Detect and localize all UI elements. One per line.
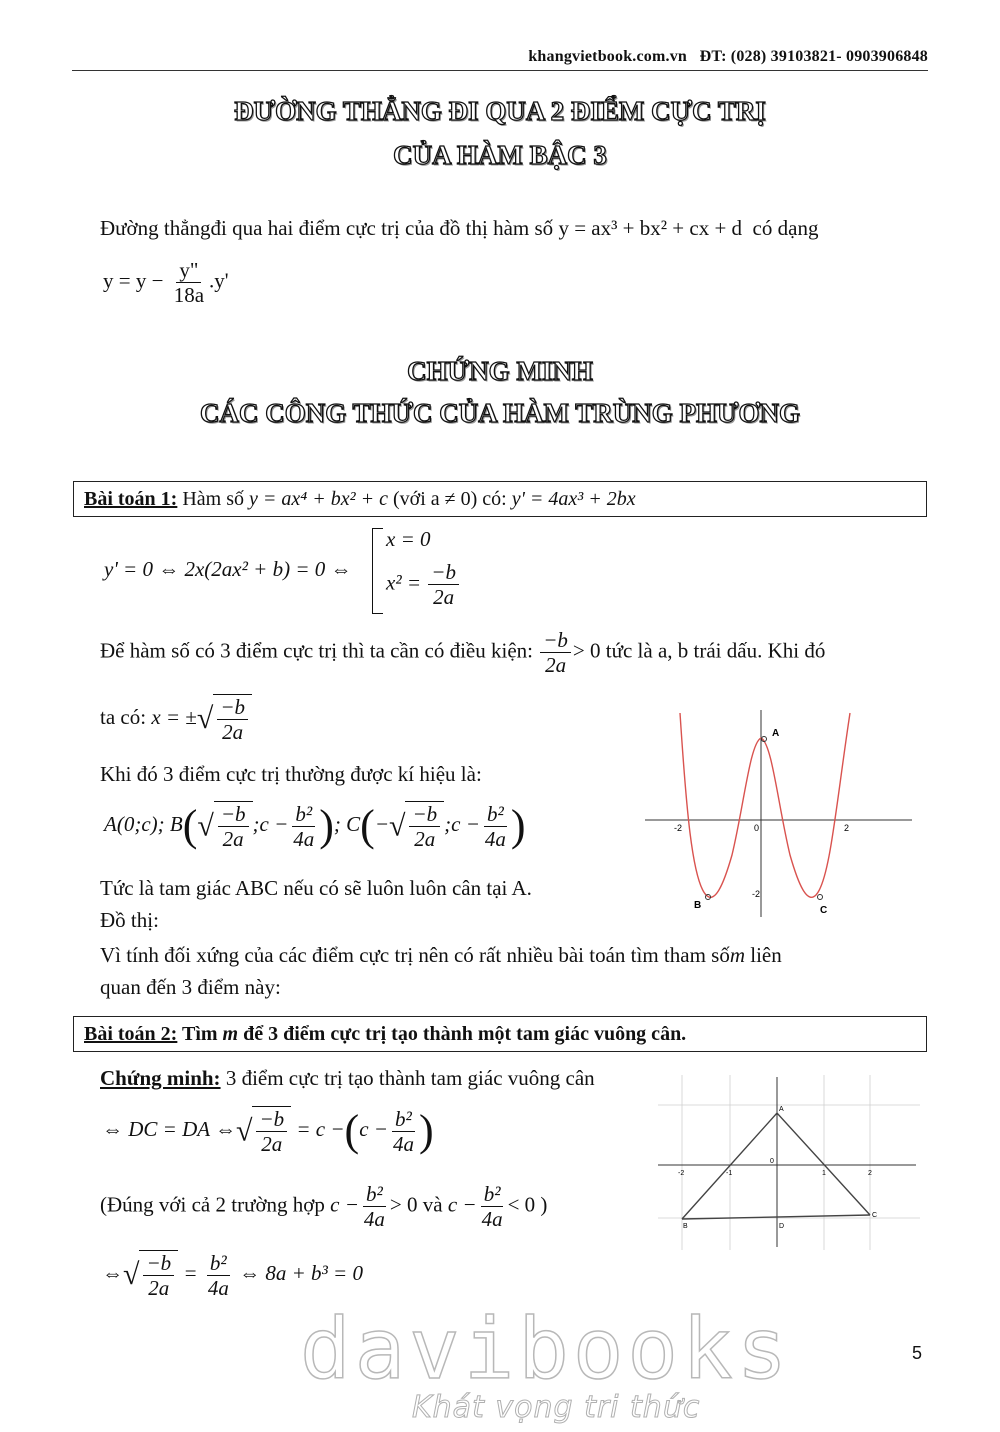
isosceles-text: Tức là tam giác ABC nếu có sẽ luôn luôn cân tại A. [100, 876, 532, 900]
eq1-den: 2a [261, 1132, 283, 1157]
graph2-tick-neg1: -1 [726, 1170, 733, 1177]
graph2-label-a: A [779, 1106, 784, 1113]
eq2-b2: b² [207, 1251, 230, 1276]
line-formula [103, 258, 229, 307]
pb-den: 2a [222, 827, 244, 852]
eq2-4a: 4a [207, 1275, 229, 1300]
root-den: 2a [222, 720, 244, 745]
pc-b2: b² [484, 802, 507, 827]
section1-title-line1: ĐƯỜNG THẲNG ĐI QUA 2 ĐIỂM CỰC TRỊ [234, 96, 766, 126]
pc-den: 2a [414, 827, 436, 852]
symmetry-text [100, 943, 928, 968]
root-expr: x = ± [151, 704, 197, 729]
symmetry-tail: liên [750, 943, 782, 967]
graph2-tick-pos2: 2 [868, 1170, 872, 1177]
problem1-function: y = ax⁴ + bx² + c [249, 488, 388, 510]
graph1-tick-neg2: -2 [674, 823, 683, 833]
pb-num: −b [218, 802, 249, 827]
proof-equation1: ⇔ DC = DA ⇔√ $\frac{-b}{2a}$ = c −(c − $\frac{\text{b²}}{4a}$ ) [102, 1106, 434, 1157]
case-gt: > 0 và [389, 1192, 443, 1217]
graph2-tick-origin: 0 [770, 1158, 774, 1165]
intro-has-form: có dạng [752, 216, 819, 240]
problem1-box [73, 481, 927, 517]
case-text: (Đúng với cả 2 trường hợp [100, 1192, 325, 1217]
condition-text: Để hàm số có 3 điểm cực trị thì ta cần có điều kiện: [100, 638, 533, 663]
case2-fraction [428, 560, 459, 609]
case-c2: c − [447, 1192, 477, 1217]
cubic-function: y = ax³ + bx² + cx + d [558, 216, 743, 240]
grid-lines [658, 1075, 920, 1250]
section2-title-line1: CHỨNG MINH [407, 356, 593, 386]
eq2-den: 2a [148, 1276, 170, 1301]
cond-num: −b [540, 628, 571, 653]
graph2-label-d: D [779, 1223, 785, 1230]
page-header [440, 48, 928, 66]
proof-equation2: ⇔√ $\frac{-b}{2a}$ = $\frac{\text{b²}}{4a}$ ⇔ 8a + b³ = 0 [102, 1250, 363, 1301]
root-text: ta có: [100, 704, 147, 729]
formula-num: y" [176, 258, 201, 283]
graph2-label-c: C [872, 1212, 878, 1219]
pc-4a: 4a [484, 826, 506, 851]
pb-4a: 4a [293, 826, 315, 851]
system-bracket [372, 528, 383, 614]
points-expression: A(0;c); B(√ $\frac{-b}{2a}$ ;c − $\frac{\text{b²}}{4a}$ ); C(−√ $\frac{-b}{2a}$ ;c − $\frac{\text{b²}}{4a}$ ) [104, 801, 526, 852]
symmetry-line2: quan đến 3 điểm này: [100, 975, 281, 999]
case2-b2: b² [481, 1182, 504, 1207]
condition-tail: > 0 tức là a, b trái dấu. Khi đó [572, 638, 826, 663]
eq1-left: ⇔ DC = DA ⇔ [102, 1117, 236, 1142]
formula-fraction [171, 258, 207, 307]
problem1-text: Hàm số [182, 488, 245, 510]
problem2-text-pre: Tìm [181, 1023, 218, 1045]
problem2-text-post: để 3 điểm cực trị tạo thành một tam giác vuông cân. [243, 1023, 687, 1045]
point-a: A(0;c); [104, 812, 165, 837]
case1-b2: b² [363, 1182, 386, 1207]
eq2-num: −b [143, 1251, 174, 1276]
graph1-label-b: B [694, 900, 702, 911]
eq1-4a: 4a [392, 1131, 414, 1156]
condition-fraction [540, 628, 571, 677]
section2-title-line2: CÁC CÔNG THỨC CỦA HÀM TRÙNG PHƯƠNG [200, 398, 800, 428]
case2-num: −b [428, 560, 459, 585]
proof-cases [100, 1182, 547, 1231]
pc-c: c − [451, 812, 480, 837]
section1-title-line2: CỦA HÀM BẬC 3 [393, 140, 607, 170]
eq2-eq: = [183, 1260, 198, 1285]
watermark-brand: davibooks [300, 1300, 792, 1398]
system-case2 [386, 560, 461, 609]
cond-den: 2a [545, 653, 567, 678]
eq1-inner: c − [359, 1117, 388, 1142]
symmetry-main: Vì tính đối xứng của các điểm cực trị nên có rất nhiều bài toán tìm tham số [100, 943, 730, 967]
problem2-box [73, 1016, 927, 1052]
formula-den: 18a [173, 283, 205, 308]
proof-text: 3 điểm cực trị tạo thành tam giác vuông cân [225, 1066, 595, 1090]
graph1-label-c: C [820, 905, 828, 916]
eq1-num: −b [256, 1107, 287, 1132]
eq2-left: ⇔ [102, 1260, 123, 1285]
watermark-slogan: Khát vọng tri thức [412, 1390, 701, 1425]
system-case1: x = 0 [386, 527, 431, 551]
formula-lhs: y = y − [103, 268, 164, 293]
point-c-marker [818, 895, 823, 900]
root-fraction [217, 695, 248, 744]
intro-text: Đường thẳngđi qua hai điểm cực trị của đồ thị hàm số [100, 216, 554, 240]
eq2-tail: ⇔ 8a + b³ = 0 [239, 1260, 363, 1285]
header-divider [72, 70, 928, 71]
case-c1: c − [330, 1192, 359, 1217]
problem1-condition: (với a ≠ 0) có: [392, 488, 507, 510]
problem2-param: m [222, 1023, 239, 1045]
graph2-tick-neg2: -2 [678, 1170, 685, 1177]
pc-num: −b [409, 802, 440, 827]
triangle-sides [682, 1113, 870, 1219]
formula-tail: .y' [209, 268, 229, 293]
points-intro: Khi đó 3 điểm cực trị thường được kí hiệu là: [100, 762, 482, 786]
header-site: khangvietbook.com.vn [528, 48, 688, 65]
root-line: ta có: x = ±√ $\frac{-b}{2a}$ [100, 694, 252, 744]
point-c-label: C [346, 812, 361, 837]
eq1-mid: = c − [296, 1117, 345, 1142]
point-b-label: B [169, 812, 183, 837]
proof-line [100, 1066, 595, 1091]
case1-4a: 4a [363, 1207, 385, 1232]
problem1-label: Bài toán 1: [84, 488, 178, 510]
derivative-equation: y' = 0 ⇔ 2x(2ax² + b) = 0 ⇔ [104, 557, 352, 581]
case2-lhs: x² = [386, 570, 422, 595]
case2-4a: 4a [481, 1207, 503, 1232]
condition-line [100, 628, 928, 677]
page-number: 5 [912, 1343, 923, 1363]
graph1-tick-pos2: 2 [844, 823, 850, 833]
pb-c: c − [259, 812, 289, 837]
case-lt: < 0 ) [507, 1192, 548, 1217]
graph1-tick-origin: 0 [754, 823, 760, 833]
graph1-tick-ybot: -2 [752, 889, 761, 899]
triangle-base [682, 1215, 870, 1219]
case2-den: 2a [433, 585, 455, 610]
graph2-label-b: B [683, 1223, 688, 1230]
proof-label: Chứng minh: [100, 1066, 221, 1090]
pb-b2: b² [292, 802, 315, 827]
header-phone: ĐT: (028) 39103821- 0903906848 [699, 48, 928, 65]
graph2-tick-pos1: 1 [822, 1170, 826, 1177]
problem1-derivative: y' = 4ax³ + 2bx [511, 488, 636, 510]
graph-label: Đồ thị: [100, 908, 159, 932]
symmetry-param: m [729, 943, 746, 967]
quartic-curve [680, 713, 850, 897]
triangle-graph [658, 1075, 920, 1250]
root-num: −b [217, 695, 248, 720]
eq1-b2: b² [392, 1107, 415, 1132]
problem2-label: Bài toán 2: [84, 1023, 178, 1045]
quartic-graph [640, 705, 920, 920]
intro-paragraph [100, 216, 928, 241]
graph1-label-a: A [772, 728, 780, 739]
